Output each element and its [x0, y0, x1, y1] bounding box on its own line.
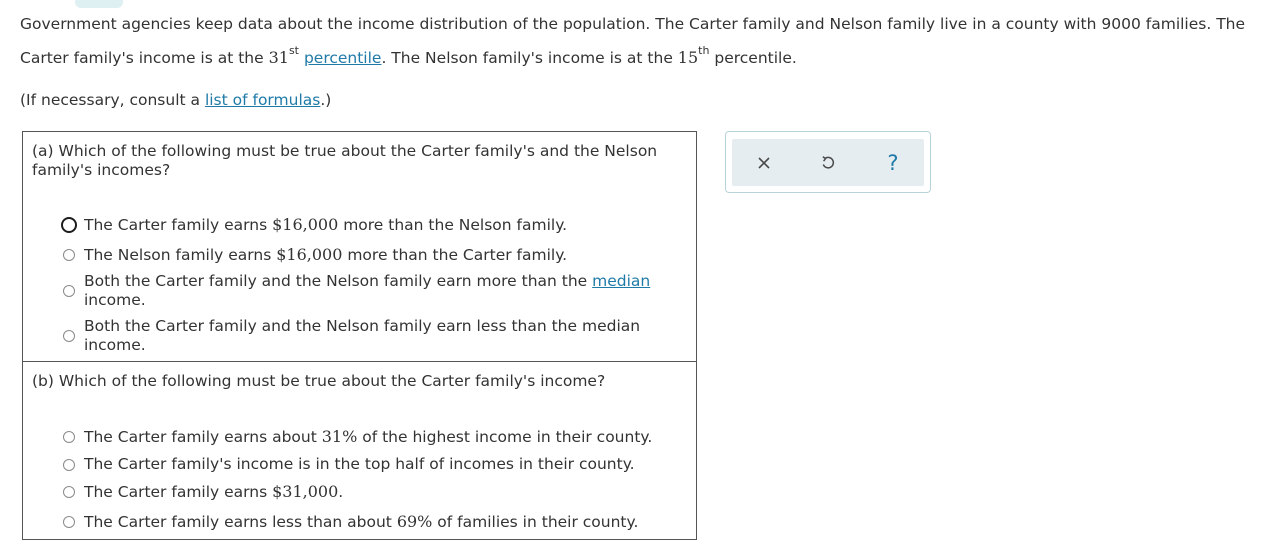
- radio-button[interactable]: [63, 516, 75, 528]
- part-a-option-4[interactable]: [63, 317, 674, 355]
- clear-button[interactable]: [749, 149, 779, 177]
- radio-button[interactable]: [63, 486, 75, 498]
- part-a-question: (a) Which of the following must be true about the Carter family's and the Nelson family's incomes?: [32, 142, 658, 179]
- part-b-option-2[interactable]: [63, 455, 674, 474]
- option-label: The Carter family's income is in the top half of incomes in their county.: [84, 455, 635, 473]
- part-b-option-3[interactable]: [63, 482, 674, 502]
- part-a-option-2[interactable]: [63, 245, 674, 265]
- part-b-box: [22, 361, 697, 540]
- top-tab-indicator: [75, 0, 123, 8]
- undo-icon: [820, 155, 836, 171]
- part-a-box: [22, 131, 697, 362]
- radio-button[interactable]: [63, 285, 75, 297]
- option-label: The Carter family earns about 31% of the highest income in their county.: [84, 427, 653, 446]
- option-label: The Carter family earns less than about 69% of families in their county.: [84, 512, 639, 531]
- problem-text-line2: [20, 43, 797, 68]
- toolbar-panel: [732, 139, 924, 186]
- carter-percentile-number: 31: [268, 48, 289, 67]
- radio-button[interactable]: [63, 459, 75, 471]
- formulas-suffix: .): [320, 91, 332, 109]
- median-link[interactable]: median: [592, 272, 651, 290]
- close-icon: [757, 156, 771, 170]
- formulas-prefix: (If necessary, consult a: [20, 91, 205, 109]
- radio-button[interactable]: [63, 431, 75, 443]
- nelson-percentile-number: 15: [677, 48, 699, 67]
- part-b-option-1[interactable]: [63, 427, 674, 447]
- percentile-link[interactable]: percentile: [303, 49, 382, 67]
- option-label: Both the Carter family and the Nelson family earn less than the median income.: [84, 317, 641, 354]
- help-button[interactable]: [878, 149, 908, 177]
- problem-line1-text: Government agencies keep data about the income distribution of the population. The Carter family and Nelson family live in a county with 9000 families. The: [20, 15, 1246, 33]
- help-icon: ?: [887, 151, 899, 175]
- radio-button[interactable]: [61, 217, 77, 233]
- answer-toolbar: [725, 131, 931, 193]
- option-label: The Carter family earns $16,000 more than the Nelson family.: [84, 215, 568, 234]
- problem-line2-end: percentile.: [709, 49, 797, 67]
- problem-line2-start: Carter family's income is at the: [20, 49, 269, 67]
- nelson-percentile-suffix: th: [698, 43, 710, 57]
- part-b-question: (b) Which of the following must be true about the Carter family's income?: [32, 372, 606, 390]
- radio-button[interactable]: [63, 249, 75, 261]
- problem-line2-middle: . The Nelson family's income is at the: [381, 49, 678, 67]
- part-a-option-1[interactable]: [63, 215, 674, 235]
- part-b-option-4[interactable]: [63, 512, 674, 532]
- option-label: The Nelson family earns $16,000 more than the Carter family.: [84, 245, 568, 264]
- radio-button[interactable]: [63, 330, 75, 342]
- option-label: Both the Carter family and the Nelson family earn more than the median income.: [84, 272, 651, 309]
- undo-button[interactable]: [813, 149, 843, 177]
- carter-percentile-suffix: st: [288, 43, 299, 57]
- option-label: The Carter family earns $31,000.: [84, 482, 344, 501]
- formulas-note: [20, 90, 331, 110]
- formulas-link[interactable]: list of formulas: [204, 91, 321, 109]
- problem-text-line1: [20, 14, 1245, 34]
- part-a-option-3[interactable]: [63, 272, 674, 310]
